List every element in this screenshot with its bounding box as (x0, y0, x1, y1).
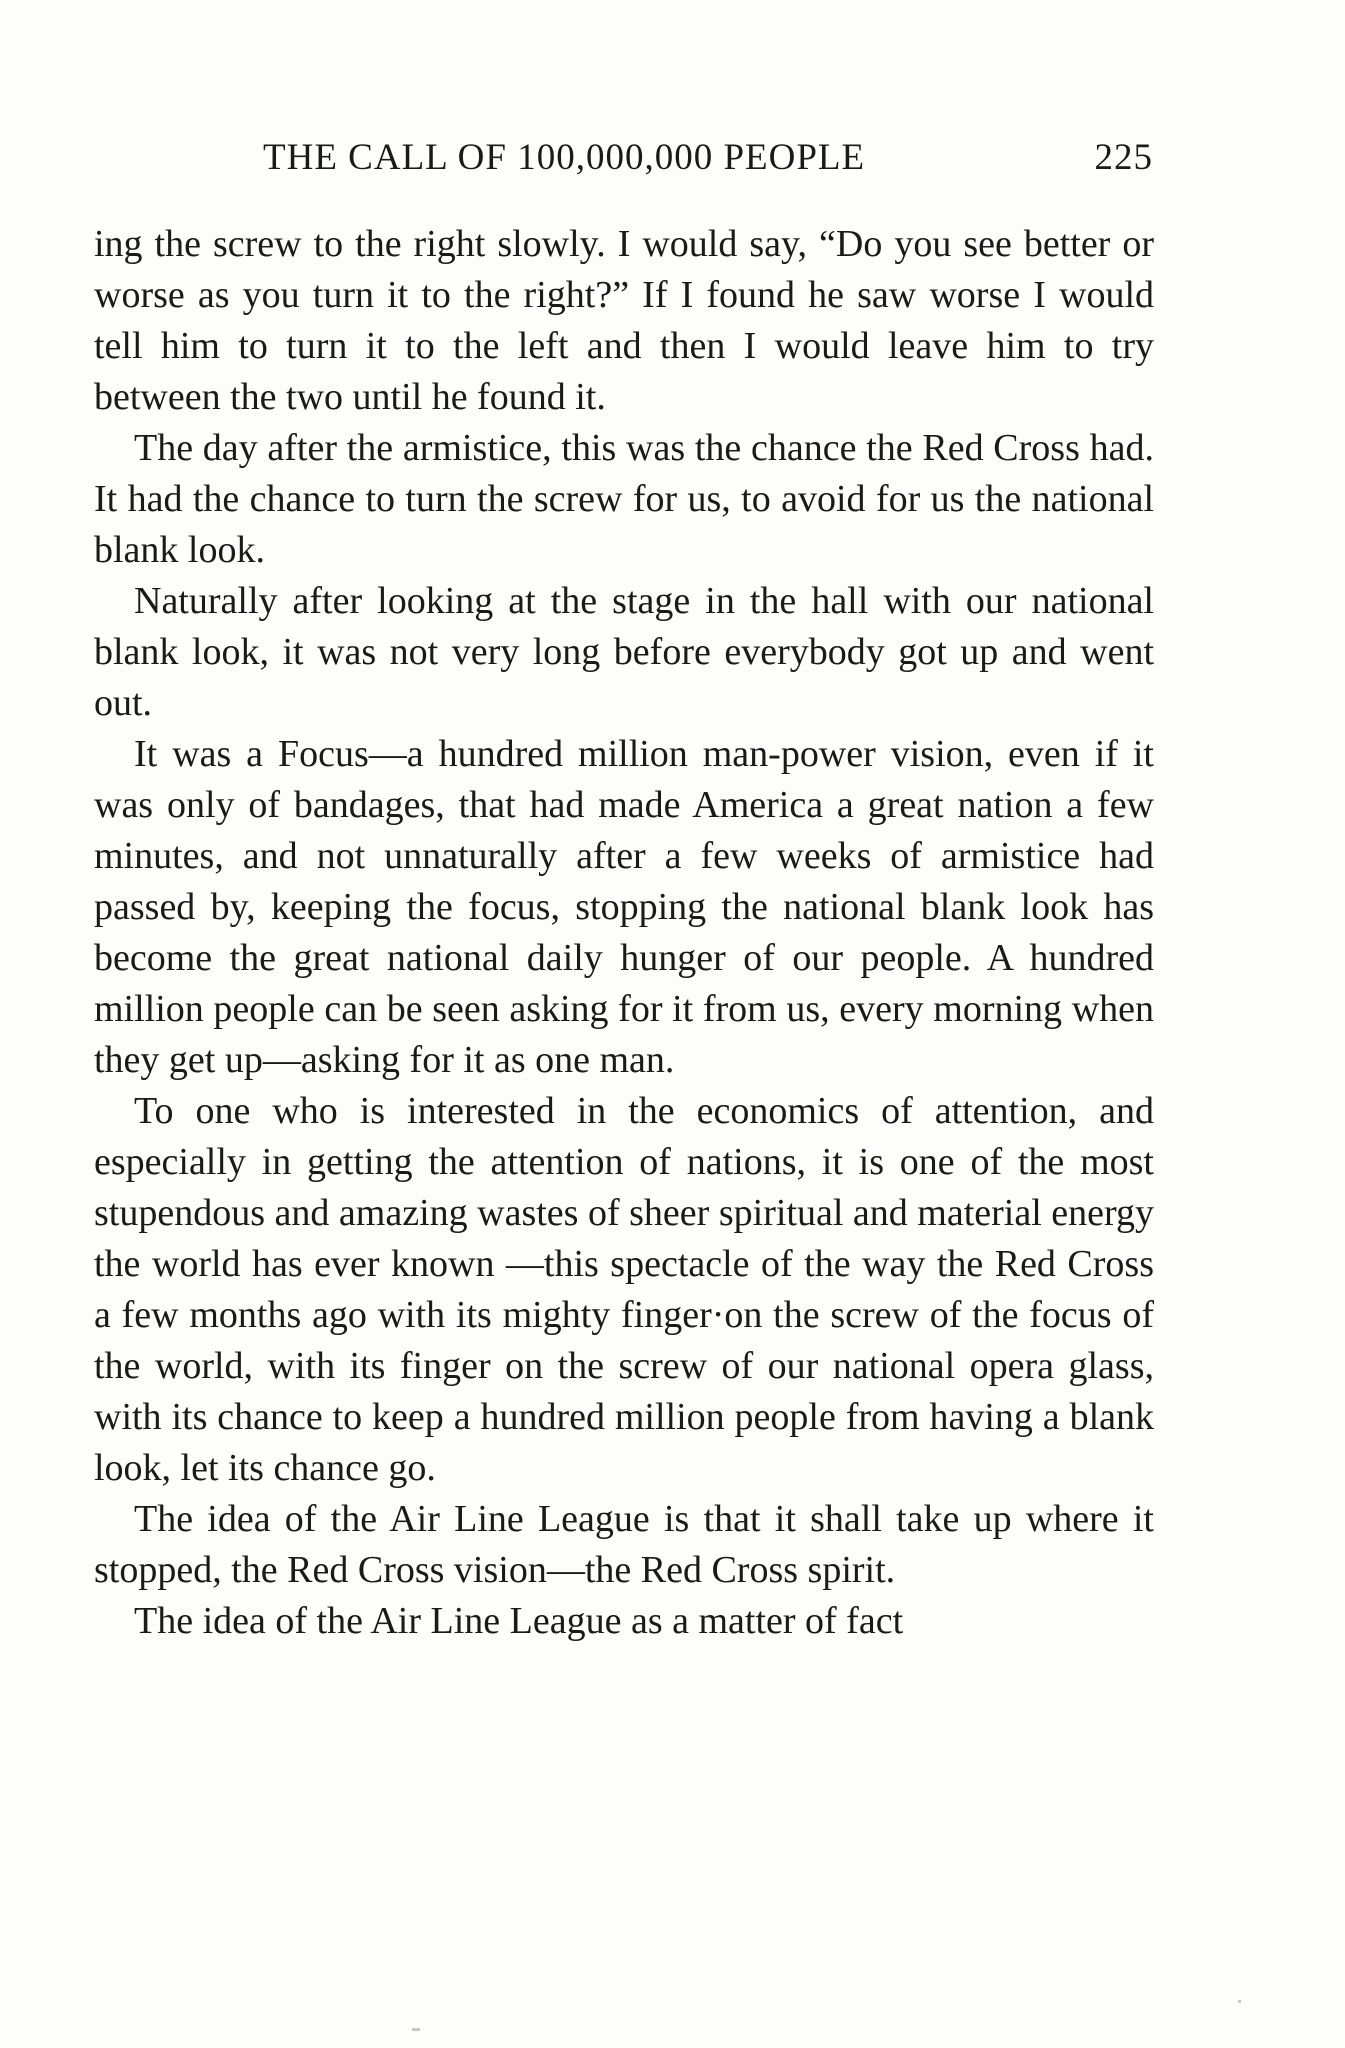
running-head-title: THE CALL OF 100,000,000 PEOPLE (263, 137, 866, 178)
running-head (263, 136, 1153, 186)
paragraph: It was a Focus—a hundred million man-power vision, even if it was only of bandages, that had made America a great nation a few minutes, and not unnaturally after a few weeks of armistice had passed by, keeping the focus, stopping the national blank look has become the great national daily hunger of our people. A hundred million people can be seen asking for it from us, every morning when they get up—asking for it as one man. (94, 733, 1154, 1081)
paragraph: The day after the armistice, this was the chance the Red Cross had. It had the chance to turn the screw for us, to avoid for us the national blank look. (94, 427, 1154, 571)
paragraph: To one who is interested in the economics of attention, and especially in getting the attention of nations, it is one of the most stupendous and amazing wastes of sheer spiritual and material energy the world has ever known —this spectacle of the way the Red Cross a few months ago with its mighty finger·on the screw of the focus of the world, with its finger on the screw of our national opera glass, with its chance to keep a hundred million people from having a blank look, let its chance go. (94, 1090, 1154, 1489)
paragraph: Naturally after looking at the stage in the hall with our national blank look, it was not very long before everybody got up and went out. (94, 580, 1154, 724)
page-number: 225 (1094, 137, 1153, 178)
paragraph: The idea of the Air Line League as a matter of fact (134, 1600, 904, 1642)
scan-speck (412, 2028, 420, 2031)
body-text (94, 219, 1154, 1647)
paragraph-continued: ing the screw to the right slowly. I would say, “Do you see better or worse as you turn it to the right?” If I found he saw worse I would tell him to turn it to the left and then I would leave him to try between the two until he found it. (94, 223, 1154, 418)
scan-speck (1238, 2000, 1241, 2003)
paragraph: The idea of the Air Line League is that it shall take up where it stopped, the Red Cross vision—the Red Cross spirit. (94, 1498, 1154, 1591)
